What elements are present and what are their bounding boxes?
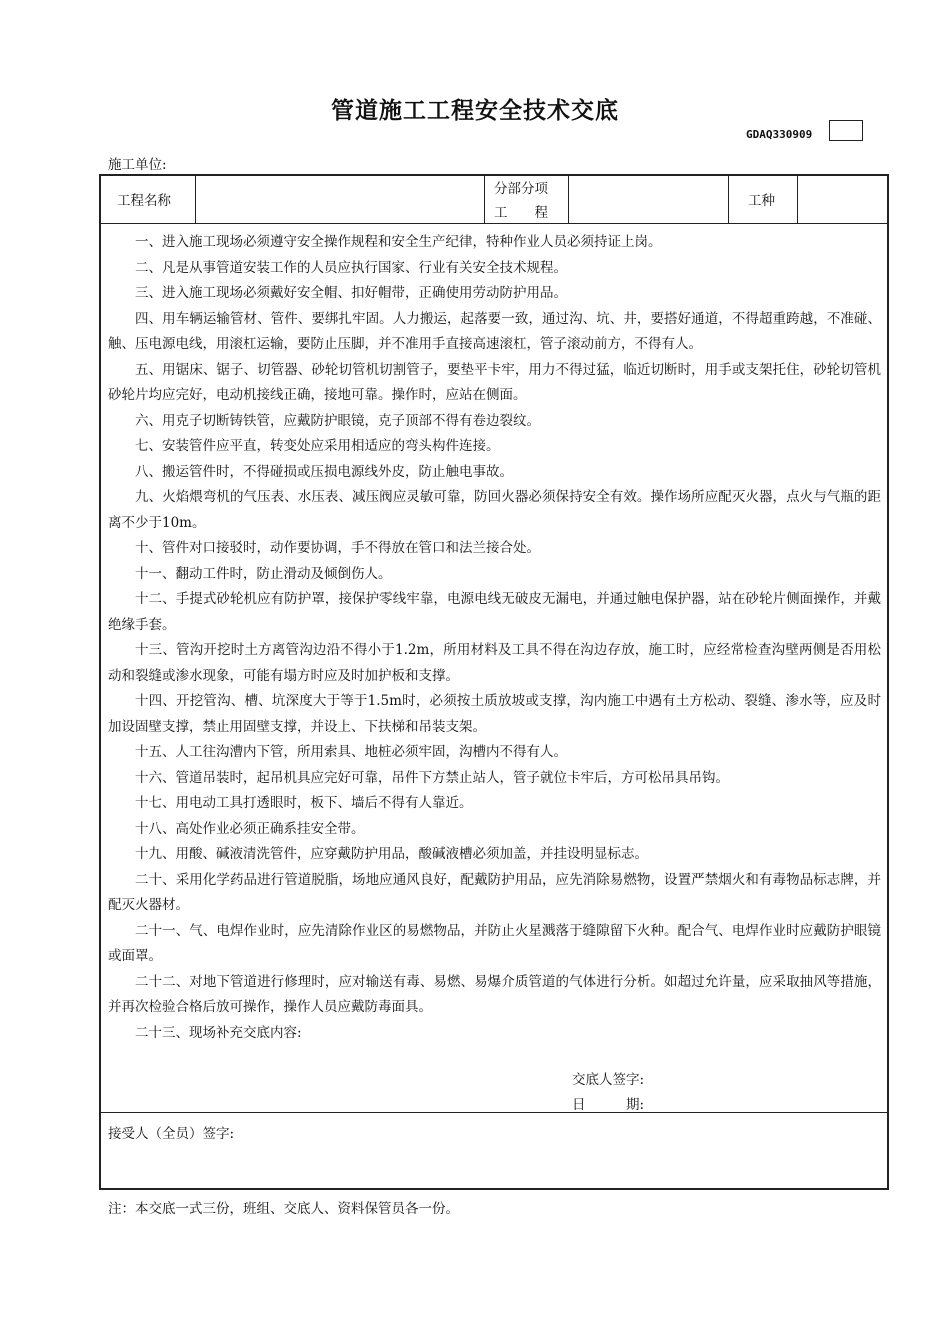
instruction-17: 十七、用电动工具打透眼时，板下、墙后不得有人靠近。 bbox=[135, 795, 473, 811]
construction-unit-label: 施工单位: bbox=[108, 157, 167, 173]
instruction-18: 十八、高处作业必须正确系挂安全带。 bbox=[135, 820, 365, 837]
instruction-15: 十五、人工往沟漕内下管，所用索具、地桩必须牢固，沟槽内不得有人。 bbox=[135, 744, 567, 760]
instruction-14: 十四、开挖管沟、槽、坑深度大于等于1.5m时，必须按土质放坡或支撑，沟内施工中遇有土方松动、裂缝、渗水等，应及时加设固壁支撑，禁止用固壁支撑，并设上、下扶梯和吊装支架。 bbox=[108, 693, 881, 735]
presenter-date-label: 日 期: bbox=[572, 1097, 645, 1113]
instruction-2: 二、凡是从事管道安装工作的人员应执行国家、行业有关安全技术规程。 bbox=[135, 259, 567, 276]
trade-value[interactable] bbox=[802, 180, 884, 220]
header-col-divider-5 bbox=[797, 175, 798, 223]
instruction-7: 七、安装管件应平直，转变处应采用相适应的弯头构件连接。 bbox=[135, 438, 500, 454]
instruction-22: 二十二、对地下管道进行修理时，应对输送有毒、易燃、易爆介质管道的气体进行分析。如超过允许量，应采取抽风等措施，并再次检验合格后放可操作，操作人员应戴防毒面具。 bbox=[108, 973, 881, 1015]
document-code: GDAQ330909 bbox=[746, 128, 813, 141]
instruction-1: 一、进入施工现场必须遵守安全操作规程和安全生产纪律，特种作业人员必须持证上岗。 bbox=[135, 234, 662, 250]
instruction-16: 十六、管道吊装时，起吊机具应完好可靠，吊件下方禁止站人，管子就位卡牢后，方可松吊具吊钩。 bbox=[135, 769, 729, 786]
instruction-3: 三、进入施工现场必须戴好安全帽、扣好帽带，正确使用劳动防护用品。 bbox=[135, 285, 567, 301]
project-name-value[interactable] bbox=[200, 180, 480, 220]
header-col-divider-3 bbox=[568, 175, 569, 223]
instruction-6: 六、用克子切断铸铁管，应戴防护眼镜，克子顶部不得有卷边裂纹。 bbox=[135, 412, 540, 429]
sub-project-value[interactable] bbox=[573, 180, 723, 220]
presenter-signature-label: 交底人签字: bbox=[572, 1072, 645, 1088]
instruction-11: 十一、翻动工件时，防止滑动及倾倒伤人。 bbox=[135, 565, 392, 582]
instruction-8: 八、搬运管件时，不得碰损或压损电源线外皮，防止触电事故。 bbox=[135, 463, 513, 480]
document-title: 管道施工工程安全技术交底 bbox=[331, 98, 619, 124]
instruction-21: 二十一、气、电焊作业时，应先清除作业区的易燃物品，并防止火星溅落于缝隙留下火种。配合气、电焊作业时应戴防护眼镜或面罩。 bbox=[108, 922, 881, 964]
document-code-box bbox=[829, 120, 863, 141]
header-col-divider-1 bbox=[195, 175, 196, 223]
instruction-12: 十二、手提式砂轮机应有防护罩，接保护零线牢靠，电源电线无破皮无漏电，并通过触电保护器，站在砂轮片侧面操作，并戴绝缘手套。 bbox=[108, 591, 881, 633]
trade-label: 工种 bbox=[748, 193, 775, 209]
header-col-divider-4 bbox=[728, 175, 729, 223]
instruction-5: 五、用锯床、锯子、切管器、砂轮切管机切割管子，要垫平卡牢，用力不得过猛，临近切断时，用手或支架托住，砂轮切管机砂轮片均应完好，电动机接线正确，接地可靠。操作时，应站在侧面。 bbox=[108, 361, 881, 403]
instruction-20: 二十、采用化学药品进行管道脱脂，场地应通风良好，配戴防护用品，应先消除易燃物，设置严禁烟火和有毒物品标志牌，并配灭火器材。 bbox=[108, 871, 881, 913]
instruction-9: 九、火焰煨弯机的气压表、水压表、减压阀应灵敏可靠，防回火器必须保持安全有效。操作场所应配灭火器，点火与气瓶的距离不少于10m。 bbox=[108, 489, 881, 531]
header-col-divider-2 bbox=[484, 175, 485, 223]
header-row-divider bbox=[100, 223, 888, 224]
project-name-label: 工程名称 bbox=[117, 193, 171, 209]
instruction-19: 十九、用酸、碱液清洗管件，应穿戴防护用品，酸碱液槽必须加盖，并挂设明显标志。 bbox=[135, 846, 648, 862]
sub-project-label-line1: 分部分项 bbox=[494, 181, 548, 197]
receiver-row-divider bbox=[100, 1112, 888, 1113]
instruction-10: 十、管件对口接驳时，动作要协调，手不得放在管口和法兰接合处。 bbox=[135, 540, 540, 556]
safety-instructions bbox=[108, 230, 881, 1046]
instruction-4: 四、用车辆运输管材、管件、要绑扎牢固。人力搬运，起落要一致，通过沟、坑、井，要搭好通道，不得超重跨越，不准碰、触、压电源电线，用滚杠运输，要防止压脚，并不准用手直接高速滚杠，管子滚动前方，不得有人。 bbox=[108, 310, 881, 352]
footnote: 注：本交底一式三份，班组、交底人、资料保管员各一份。 bbox=[108, 1201, 459, 1217]
instruction-23: 二十三、现场补充交底内容: bbox=[135, 1024, 302, 1041]
receiver-signature-area[interactable] bbox=[104, 1142, 884, 1184]
receiver-signature-label: 接受人（全员）签字: bbox=[108, 1126, 235, 1142]
sub-project-label-line2: 工 程 bbox=[494, 205, 548, 221]
instruction-13: 十三、管沟开挖时土方离管沟边沿不得小于1.2m，所用材料及工具不得在沟边存放，施工时，应经常检查沟壁两侧是否用松动和裂缝或渗水现象，可能有塌方时应及时加护板和支撑。 bbox=[108, 642, 881, 684]
